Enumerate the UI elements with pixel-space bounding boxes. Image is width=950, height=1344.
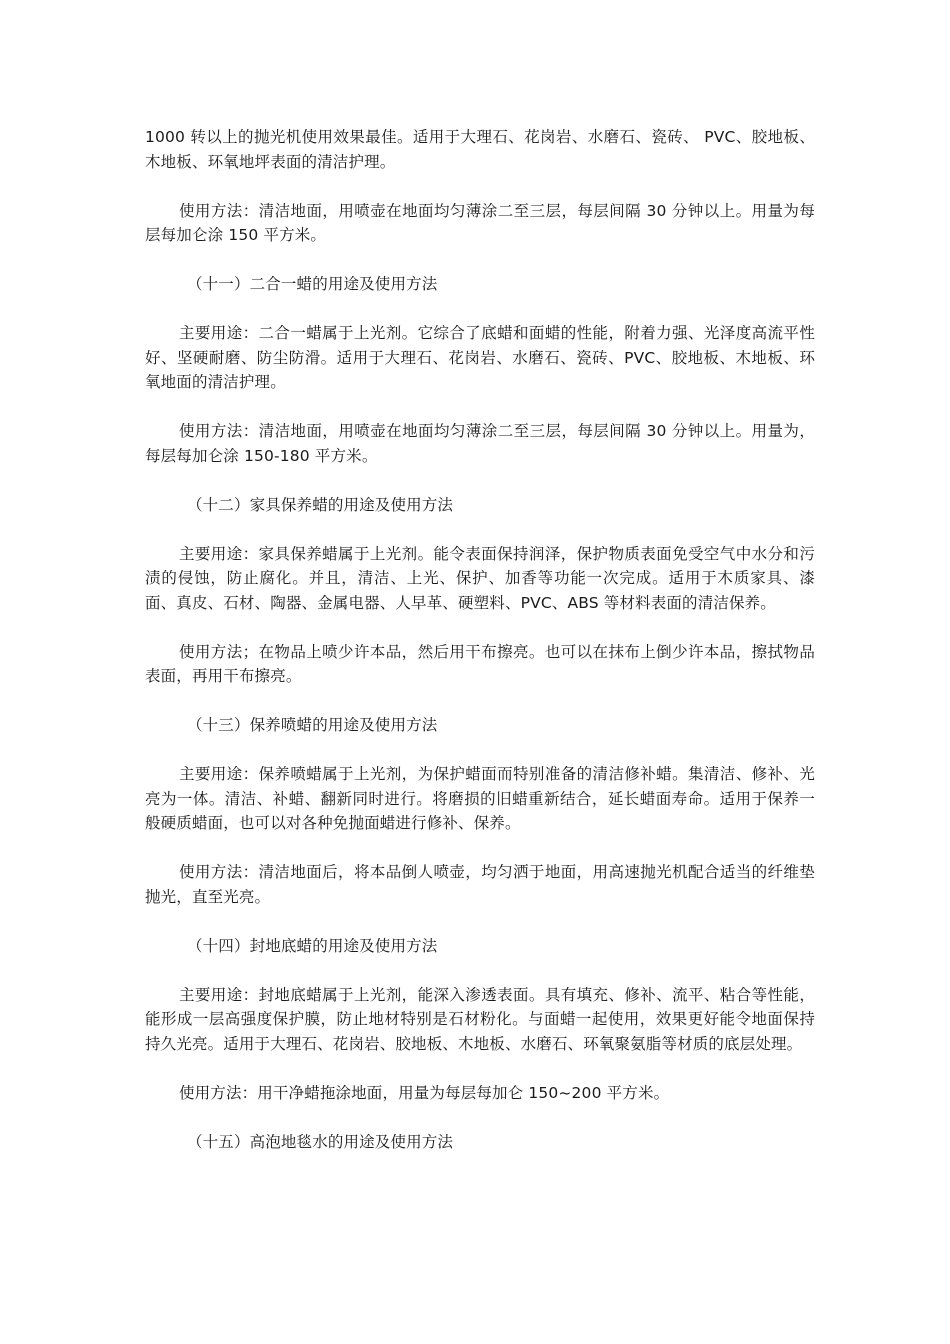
section-heading-14: （十四）封地底蜡的用途及使用方法 <box>187 936 438 955</box>
paragraph-furniture-wax-usage: 使用方法；在物品上喷少许本品，然后用干布擦亮。也可以在抹布上倒少许本品，擦拭物品表面，再用干布擦亮。 <box>145 642 815 685</box>
document-page <box>145 125 815 1179</box>
paragraph-sealer-wax-purpose: 主要用途：封地底蜡属于上光剂，能深入渗透表面。具有填充、修补、流平、粘合等性能，能形成一层高强度保护膜，防止地材特别是石材粉化。与面蜡一起使用，效果更好能令地面保持持久光亮。适用于大理石、花岗岩、胶地板、木地板、水磨石、环氧聚氨脂等材质的底层处理。 <box>145 985 815 1053</box>
section-heading-13: （十三）保养喷蜡的用途及使用方法 <box>187 716 438 734</box>
paragraph-spray-wax-usage: 使用方法：清洁地面后，将本品倒人喷壶，均匀洒于地面，用高速抛光机配合适当的纤维垫抛光，直至光亮。 <box>145 863 815 906</box>
paragraph-spray-wax-purpose: 主要用途：保养喷蜡属于上光剂，为保护蜡面而特别准备的清洁修补蜡。集清洁、修补、光亮为一体。清洁、补蜡、翻新同时进行。将磨损的旧蜡重新结合，延长蜡面寿命。适用于保养一般硬质蜡面，也可以对各种免抛面蜡进行修补、保养。 <box>145 765 815 832</box>
paragraph-two-in-one-wax-usage: 使用方法：清洁地面，用喷壶在地面均匀薄涂二至三层，每层间隔 30 分钟以上。用量为，每层每加仑涂 150-180 平方米。 <box>145 422 815 465</box>
section-heading-15: （十五）高泡地毯水的用途及使用方法 <box>187 1132 454 1151</box>
paragraph-furniture-wax-purpose: 主要用途：家具保养蜡属于上光剂。能令表面保持润泽，保护物质表面免受空气中水分和污渍的侵蚀，防止腐化。并且，清洁、上光、保护、加香等功能一次完成。适用于木质家具、漆面、真皮、石材、陶器、金属电器、人早革、硬塑料、PVC、ABS 等材料表面的清洁保养。 <box>145 544 815 612</box>
paragraph-two-in-one-wax-purpose: 主要用途：二合一蜡属于上光剂。它综合了底蜡和面蜡的性能，附着力强、光泽度高流平性好、坚硬耐磨、防尘防滑。适用于大理石、花岗岩、水磨石、瓷砖、PVC、胶地板、木地板、环氧地面的清洁护理。 <box>145 324 815 391</box>
paragraph-sealer-wax-usage: 使用方法：用干净蜡拖涂地面，用量为每层每加仑 150~200 平方米。 <box>179 1083 670 1102</box>
section-heading-12: （十二）家具保养蜡的用途及使用方法 <box>187 495 454 514</box>
paragraph-polish-wax-suitability: 1000 转以上的抛光机使用效果最佳。适用于大理石、花岗岩、水磨石、瓷砖、 PVC、胶地板、木地板、环氧地坪表面的清洁护理。 <box>145 128 815 171</box>
paragraph-polish-wax-usage: 使用方法：清洁地面，用喷壶在地面均匀薄涂二至三层，每层间隔 30 分钟以上。用量为每层每加仑涂 150 平方米。 <box>145 201 815 244</box>
section-heading-11: （十一）二合一蜡的用途及使用方法 <box>187 275 438 293</box>
